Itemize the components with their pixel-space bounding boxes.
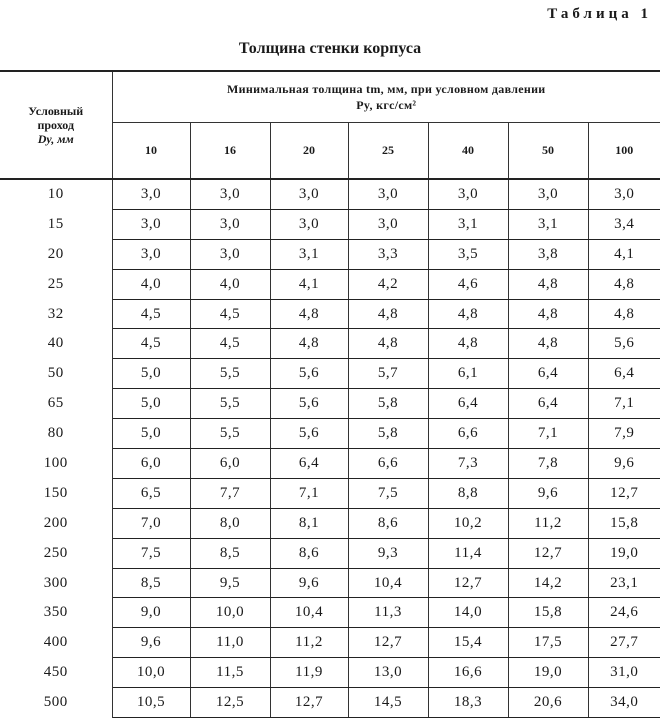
pressure-group-header [112,71,660,123]
thickness-value-cell: 3,0 [428,179,508,209]
row-label-line3: Dy, мм [37,132,74,146]
thickness-value-cell: 6,4 [508,359,588,389]
table-row [0,478,660,508]
thickness-value-cell: 10,4 [270,598,348,628]
thickness-value-cell: 17,5 [508,628,588,658]
table-row [0,598,660,628]
nominal-diameter-cell: 25 [0,269,112,299]
thickness-value-cell: 5,6 [270,359,348,389]
thickness-value-cell: 3,1 [508,209,588,239]
pressure-header-line1: Минимальная толщина tm, мм, при условном давлении [227,82,546,96]
thickness-value-cell: 3,0 [112,239,190,269]
thickness-value-cell: 4,8 [270,329,348,359]
thickness-value-cell: 7,1 [270,478,348,508]
pressure-column-header: 50 [508,123,588,180]
nominal-diameter-cell: 100 [0,449,112,479]
thickness-value-cell: 6,4 [428,389,508,419]
table-row [0,209,660,239]
thickness-value-cell: 12,7 [508,538,588,568]
nominal-diameter-cell: 10 [0,179,112,209]
thickness-value-cell: 8,8 [428,478,508,508]
pressure-column-header: 25 [348,123,428,180]
thickness-value-cell: 8,6 [348,508,428,538]
thickness-value-cell: 13,0 [348,658,428,688]
thickness-value-cell: 7,8 [508,449,588,479]
nominal-diameter-cell: 32 [0,299,112,329]
thickness-value-cell: 3,0 [112,179,190,209]
table-header [0,71,660,179]
thickness-value-cell: 15,8 [508,598,588,628]
thickness-value-cell: 11,2 [508,508,588,538]
thickness-value-cell: 3,0 [588,179,660,209]
thickness-value-cell: 6,5 [112,478,190,508]
thickness-value-cell: 14,5 [348,688,428,718]
nominal-diameter-cell: 500 [0,688,112,718]
thickness-value-cell: 5,6 [270,389,348,419]
thickness-value-cell: 4,8 [428,329,508,359]
table-title: Толщина стенки корпуса [238,40,422,57]
thickness-value-cell: 11,5 [190,658,270,688]
table-row [0,239,660,269]
pressure-header-line2: Py, кгс/см² [356,98,417,112]
thickness-value-cell: 4,8 [508,329,588,359]
thickness-value-cell: 5,7 [348,359,428,389]
table-row [0,269,660,299]
thickness-value-cell: 11,3 [348,598,428,628]
thickness-value-cell: 24,6 [588,598,660,628]
thickness-value-cell: 4,2 [348,269,428,299]
table-body [0,179,660,718]
thickness-value-cell: 6,4 [270,449,348,479]
thickness-value-cell: 5,6 [588,329,660,359]
thickness-value-cell: 7,0 [112,508,190,538]
thickness-value-cell: 6,6 [348,449,428,479]
thickness-value-cell: 6,4 [588,359,660,389]
thickness-value-cell: 19,0 [588,538,660,568]
thickness-value-cell: 4,0 [112,269,190,299]
thickness-value-cell: 5,0 [112,389,190,419]
thickness-value-cell: 9,5 [190,568,270,598]
row-label-line1: Условный [28,104,84,118]
pressure-column-header: 20 [270,123,348,180]
thickness-value-cell: 10,2 [428,508,508,538]
thickness-value-cell: 8,5 [190,538,270,568]
thickness-value-cell: 4,8 [348,329,428,359]
thickness-value-cell: 15,8 [588,508,660,538]
thickness-value-cell: 4,0 [190,269,270,299]
nominal-diameter-cell: 65 [0,389,112,419]
thickness-value-cell: 9,3 [348,538,428,568]
thickness-value-cell: 27,7 [588,628,660,658]
table-row [0,628,660,658]
thickness-value-cell: 11,2 [270,628,348,658]
thickness-value-cell: 6,0 [190,449,270,479]
thickness-value-cell: 7,1 [588,389,660,419]
nominal-diameter-cell: 50 [0,359,112,389]
table-row [0,508,660,538]
pressure-column-header: 100 [588,123,660,180]
thickness-value-cell: 19,0 [508,658,588,688]
thickness-value-cell: 6,1 [428,359,508,389]
table-row [0,688,660,718]
thickness-value-cell: 5,8 [348,389,428,419]
pressure-column-header: 10 [112,123,190,180]
thickness-value-cell: 9,6 [270,568,348,598]
thickness-value-cell: 3,1 [270,239,348,269]
thickness-value-cell: 4,1 [588,239,660,269]
thickness-value-cell: 3,0 [190,239,270,269]
thickness-value-cell: 5,0 [112,419,190,449]
nominal-diameter-cell: 400 [0,628,112,658]
table-row [0,329,660,359]
thickness-value-cell: 4,8 [508,299,588,329]
table-row [0,299,660,329]
thickness-value-cell: 9,6 [508,478,588,508]
thickness-value-cell: 5,8 [348,419,428,449]
table-row [0,538,660,568]
thickness-value-cell: 8,0 [190,508,270,538]
thickness-value-cell: 7,5 [112,538,190,568]
thickness-value-cell: 3,0 [270,179,348,209]
thickness-value-cell: 5,0 [112,359,190,389]
thickness-value-cell: 11,4 [428,538,508,568]
thickness-value-cell: 4,8 [588,269,660,299]
table-row [0,449,660,479]
nominal-diameter-cell: 20 [0,239,112,269]
thickness-value-cell: 14,0 [428,598,508,628]
row-label-header [0,71,112,179]
thickness-value-cell: 10,0 [190,598,270,628]
thickness-value-cell: 6,6 [428,419,508,449]
nominal-diameter-cell: 80 [0,419,112,449]
table-row [0,419,660,449]
table-row [0,389,660,419]
thickness-value-cell: 4,8 [270,299,348,329]
thickness-value-cell: 9,6 [112,628,190,658]
thickness-value-cell: 4,6 [428,269,508,299]
nominal-diameter-cell: 450 [0,658,112,688]
thickness-value-cell: 10,0 [112,658,190,688]
thickness-value-cell: 23,1 [588,568,660,598]
thickness-value-cell: 18,3 [428,688,508,718]
nominal-diameter-cell: 15 [0,209,112,239]
thickness-value-cell: 10,4 [348,568,428,598]
thickness-value-cell: 6,4 [508,389,588,419]
thickness-value-cell: 8,6 [270,538,348,568]
thickness-value-cell: 8,1 [270,508,348,538]
thickness-value-cell: 3,0 [508,179,588,209]
table-row [0,568,660,598]
thickness-value-cell: 4,5 [190,329,270,359]
thickness-value-cell: 4,8 [588,299,660,329]
thickness-value-cell: 5,6 [270,419,348,449]
thickness-value-cell: 3,8 [508,239,588,269]
table-row [0,658,660,688]
thickness-value-cell: 9,6 [588,449,660,479]
pressure-column-header: 40 [428,123,508,180]
table-number-label: Таблица 1 [547,6,652,22]
thickness-value-cell: 3,4 [588,209,660,239]
wall-thickness-table [0,70,660,718]
thickness-value-cell: 4,8 [348,299,428,329]
nominal-diameter-cell: 40 [0,329,112,359]
thickness-value-cell: 12,7 [348,628,428,658]
thickness-value-cell: 7,3 [428,449,508,479]
pressure-column-header: 16 [190,123,270,180]
thickness-value-cell: 4,5 [190,299,270,329]
thickness-value-cell: 12,7 [270,688,348,718]
thickness-value-cell: 8,5 [112,568,190,598]
thickness-value-cell: 3,0 [190,179,270,209]
thickness-value-cell: 10,5 [112,688,190,718]
thickness-value-cell: 7,5 [348,478,428,508]
nominal-diameter-cell: 350 [0,598,112,628]
thickness-value-cell: 4,8 [508,269,588,299]
nominal-diameter-cell: 300 [0,568,112,598]
thickness-value-cell: 3,1 [428,209,508,239]
thickness-value-cell: 12,7 [588,478,660,508]
thickness-value-cell: 4,8 [428,299,508,329]
thickness-value-cell: 14,2 [508,568,588,598]
thickness-value-cell: 9,0 [112,598,190,628]
thickness-value-cell: 3,5 [428,239,508,269]
table-row [0,359,660,389]
nominal-diameter-cell: 250 [0,538,112,568]
thickness-value-cell: 4,5 [112,329,190,359]
thickness-value-cell: 3,0 [348,209,428,239]
thickness-value-cell: 5,5 [190,419,270,449]
thickness-value-cell: 4,5 [112,299,190,329]
thickness-value-cell: 3,0 [270,209,348,239]
thickness-value-cell: 34,0 [588,688,660,718]
thickness-value-cell: 7,1 [508,419,588,449]
thickness-value-cell: 7,9 [588,419,660,449]
thickness-value-cell: 3,0 [348,179,428,209]
thickness-value-cell: 15,4 [428,628,508,658]
thickness-value-cell: 11,0 [190,628,270,658]
nominal-diameter-cell: 200 [0,508,112,538]
thickness-value-cell: 6,0 [112,449,190,479]
thickness-value-cell: 12,5 [190,688,270,718]
nominal-diameter-cell: 150 [0,478,112,508]
table-row [0,179,660,209]
thickness-value-cell: 5,5 [190,359,270,389]
row-label-line2: проход [37,118,75,132]
thickness-value-cell: 3,0 [112,209,190,239]
thickness-value-cell: 20,6 [508,688,588,718]
thickness-value-cell: 11,9 [270,658,348,688]
thickness-value-cell: 3,0 [190,209,270,239]
thickness-value-cell: 16,6 [428,658,508,688]
thickness-value-cell: 3,3 [348,239,428,269]
thickness-value-cell: 31,0 [588,658,660,688]
thickness-value-cell: 12,7 [428,568,508,598]
thickness-value-cell: 4,1 [270,269,348,299]
thickness-value-cell: 7,7 [190,478,270,508]
thickness-value-cell: 5,5 [190,389,270,419]
